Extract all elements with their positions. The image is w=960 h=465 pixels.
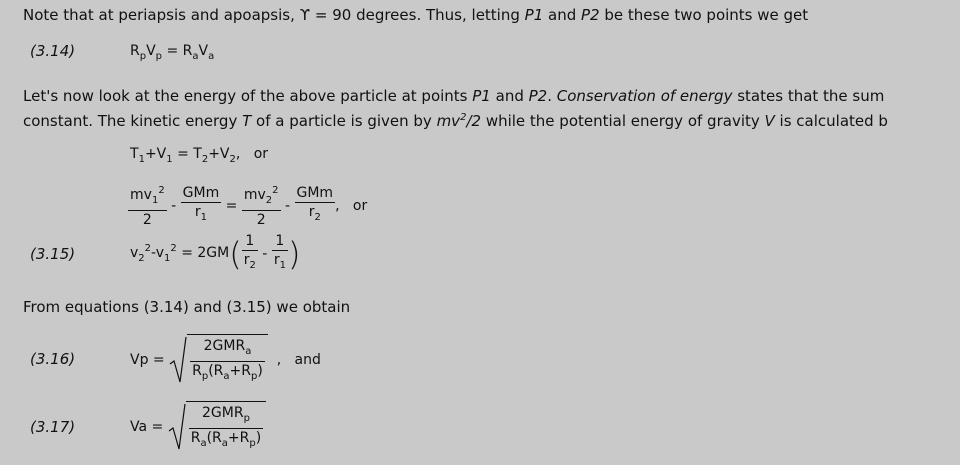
equation-label-3-15: (3.15)	[30, 245, 76, 263]
energy-paragraph-line-2: constant. The kinetic energy T of a particle is given by $mv^2/2$ while the potential energy of gravity V is calculated b	[23, 112, 888, 130]
from-equations-text: From equations (3.14) and (3.15) we obtain	[23, 298, 351, 316]
sqrt-symbol: $\frac{2GMR_p}{R_a(R_a+R_p)}$	[168, 401, 267, 453]
equation-label-3-17: (3.17)	[30, 418, 76, 436]
energy-conservation-equation: $T_1+V_1 = T_2+V_2$, or	[130, 146, 269, 165]
energy-expanded-equation: $\frac{mv_1^2}{2}$ - $\frac{\text{GMm}}{r_1}$ = $\frac{mv_2^2}{2}$ - $\frac{\text{GMm}}{r_2}$ , or	[128, 182, 367, 229]
energy-paragraph-line-1: Let's now look at the energy of the above particle at points P1 and P2. Conservation of energy states that the sum	[23, 87, 885, 105]
equation-label-3-14: (3.14)	[30, 42, 76, 60]
equation-3-17: Va = $\frac{2GMR_p}{R_a(R_a+R_p)}$	[130, 401, 266, 453]
equation-3-16: Vp = $\frac{2GMR_a}{R_p(R_a+R_p)}$ , and	[130, 334, 321, 386]
intro-text: Note that at periapsis and apoapsis, ϒ = 90 degrees. Thus, letting P1 and P2 be these two points we get	[23, 6, 809, 24]
equation-3-14: $R_pV_p = R_aV_a$	[130, 43, 215, 62]
equation-label-3-16: (3.16)	[30, 350, 76, 368]
sqrt-symbol: $\frac{2GMR_a}{R_p(R_a+R_p)}$	[169, 334, 268, 386]
equation-3-15: $v_2^2-v_1^2 = 2GM$ ( $\frac{1}{r_2}$ - $\frac{1}{r_1}$ )	[130, 233, 301, 273]
